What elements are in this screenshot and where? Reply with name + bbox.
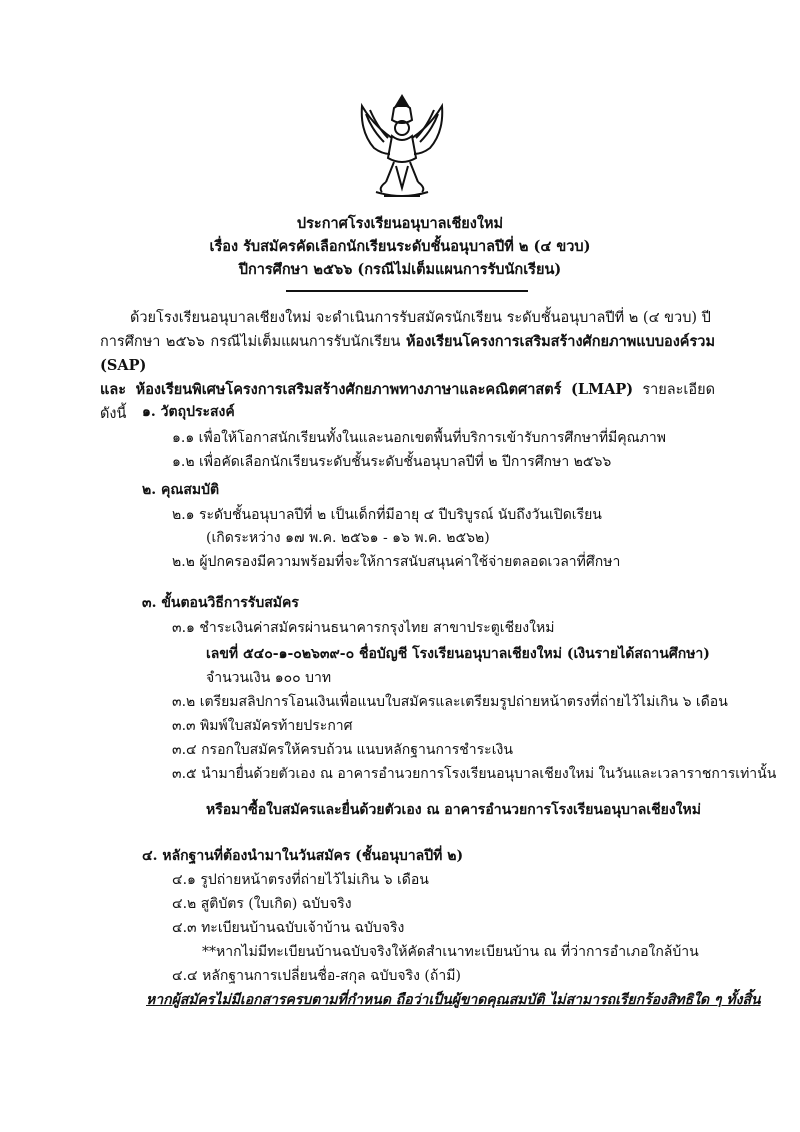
intro-line-3-bold: และ ห้องเรียนพิเศษโครงการเสริมสร้างศักยภาพทางภาษาและคณิตศาสตร์ (LMAP): [100, 381, 634, 398]
section-2-item-1-note: (เกิดระหว่าง ๑๗ พ.ค. ๒๕๖๑ - ๑๖ พ.ค. ๒๕๖๒): [206, 530, 490, 546]
section-3-title: ๓. ขั้นตอนวิธีการรับสมัคร: [142, 595, 299, 611]
intro-line-1: ด้วยโรงเรียนอนุบาลเชียงใหม่ จะดำเนินการรับสมัครนักเรียน ระดับชั้นอนุบาลปีที่ ๒ (๔ ขวบ) ปี: [130, 310, 711, 326]
header-line-3: ปีการศึกษา ๒๕๖๖ (กรณีไม่เต็มแผนการรับนักเรียน): [238, 261, 562, 278]
section-4-item-2: ๔.๒ สูติบัตร (ใบเกิด) ฉบับจริง: [172, 896, 352, 912]
section-4-item-3: ๔.๓ ทะเบียนบ้านฉบับเจ้าบ้าน ฉบับจริง: [172, 920, 405, 936]
garuda-emblem-icon: [356, 92, 448, 202]
section-3-item-1: ๓.๑ ชำระเงินค่าสมัครผ่านธนาคารกรุงไทย สาขาประตูเชียงใหม่: [172, 620, 555, 636]
section-2-item-1: ๒.๑ ระดับชั้นอนุบาลปีที่ ๒ เป็นเด็กที่มีอายุ ๔ ปีบริบูรณ์ นับถึงวันเปิดเรียน: [172, 507, 602, 523]
intro-line-3-suffix: รายละเอียดดังนี้: [100, 382, 715, 422]
section-4-item-3-note: **หากไม่มีทะเบียนบ้านฉบับจริงให้คัดสำเนาทะเบียนบ้าน ณ ที่ว่าการอำเภอใกล้บ้าน: [202, 944, 699, 960]
header-divider: [286, 290, 528, 292]
section-3-item-2: ๓.๒ เตรียมสลิปการโอนเงินเพื่อแนบใบสมัครและเตรียมรูปถ่ายหน้าตรงที่ถ่ายไว้ไม่เกิน ๖ เดือน: [172, 694, 728, 710]
intro-line-2-prefix: การศึกษา ๒๕๖๖ กรณีไม่เต็มแผนการรับนักเรียน: [100, 334, 406, 350]
header-line-2: เรื่อง รับสมัครคัดเลือกนักเรียนระดับชั้นอนุบาลปีที่ ๒ (๔ ขวบ): [209, 238, 591, 255]
section-1-title: ๑. วัตถุประสงค์: [142, 404, 235, 420]
section-1-item-2: ๑.๒ เพื่อคัดเลือกนักเรียนระดับชั้นระดับชั้นอนุบาลปีที่ ๒ ปีการศึกษา ๒๕๖๖: [172, 454, 612, 470]
bank-account-line: เลขที่ ๕๔๐-๑-๐๒๖๓๙-๐ ชื่อบัญชี โรงเรียนอนุบาลเชียงใหม่ (เงินรายได้สถานศึกษา): [206, 646, 710, 662]
footer-warning: หากผู้สมัครไม่มีเอกสารครบตามที่กำหนด ถือว่าเป็นผู้ขาดคุณสมบัติ ไม่สามารถเรียกร้องสิทธิใด ๆ ทั้งสิ้น: [146, 992, 761, 1008]
section-2-item-2: ๒.๒ ผู้ปกครองมีความพร้อมที่จะให้การสนับสนุนค่าใช้จ่ายตลอดเวลาที่ศึกษา: [172, 554, 621, 570]
section-2-title: ๒. คุณสมบัติ: [142, 482, 220, 498]
section-4-item-4: ๔.๔ หลักฐานการเปลี่ยนชื่อ-สกุล ฉบับจริง (ถ้ามี): [172, 968, 461, 984]
section-1-item-1: ๑.๑ เพื่อให้โอกาสนักเรียนทั้งในและนอกเขตพื้นที่บริการเข้ารับการศึกษาที่มีคุณภาพ: [172, 430, 666, 446]
section-4-title: ๔. หลักฐานที่ต้องนำมาในวันสมัคร (ชั้นอนุบาลปีที่ ๒): [142, 848, 464, 864]
intro-line-2: [100, 330, 715, 378]
intro-line-2-bold: ห้องเรียนโครงการเสริมสร้างศักยภาพแบบองค์รวม (SAP): [100, 333, 715, 374]
header-line-1: ประกาศโรงเรียนอนุบาลเชียงใหม่: [296, 215, 504, 232]
section-3-item-3: ๓.๓ พิมพ์ใบสมัครท้ายประกาศ: [172, 718, 353, 734]
section-3-item-5: ๓.๕ นำมายื่นด้วยตัวเอง ณ อาคารอำนวยการโรงเรียนอนุบาลเชียงใหม่ ในวันและเวลาราชการเท่านั้น: [172, 766, 777, 782]
payment-amount: จำนวนเงิน ๑๐๐ บาท: [206, 670, 332, 686]
section-4-item-1: ๔.๑ รูปถ่ายหน้าตรงที่ถ่ายไว้ไม่เกิน ๖ เดือน: [172, 872, 429, 888]
alternative-application-note: หรือมาซื้อใบสมัครและยื่นด้วยตัวเอง ณ อาคารอำนวยการโรงเรียนอนุบาลเชียงใหม่: [206, 802, 701, 818]
section-3-item-4: ๓.๔ กรอกใบสมัครให้ครบถ้วน แนบหลักฐานการชำระเงิน: [172, 742, 513, 758]
